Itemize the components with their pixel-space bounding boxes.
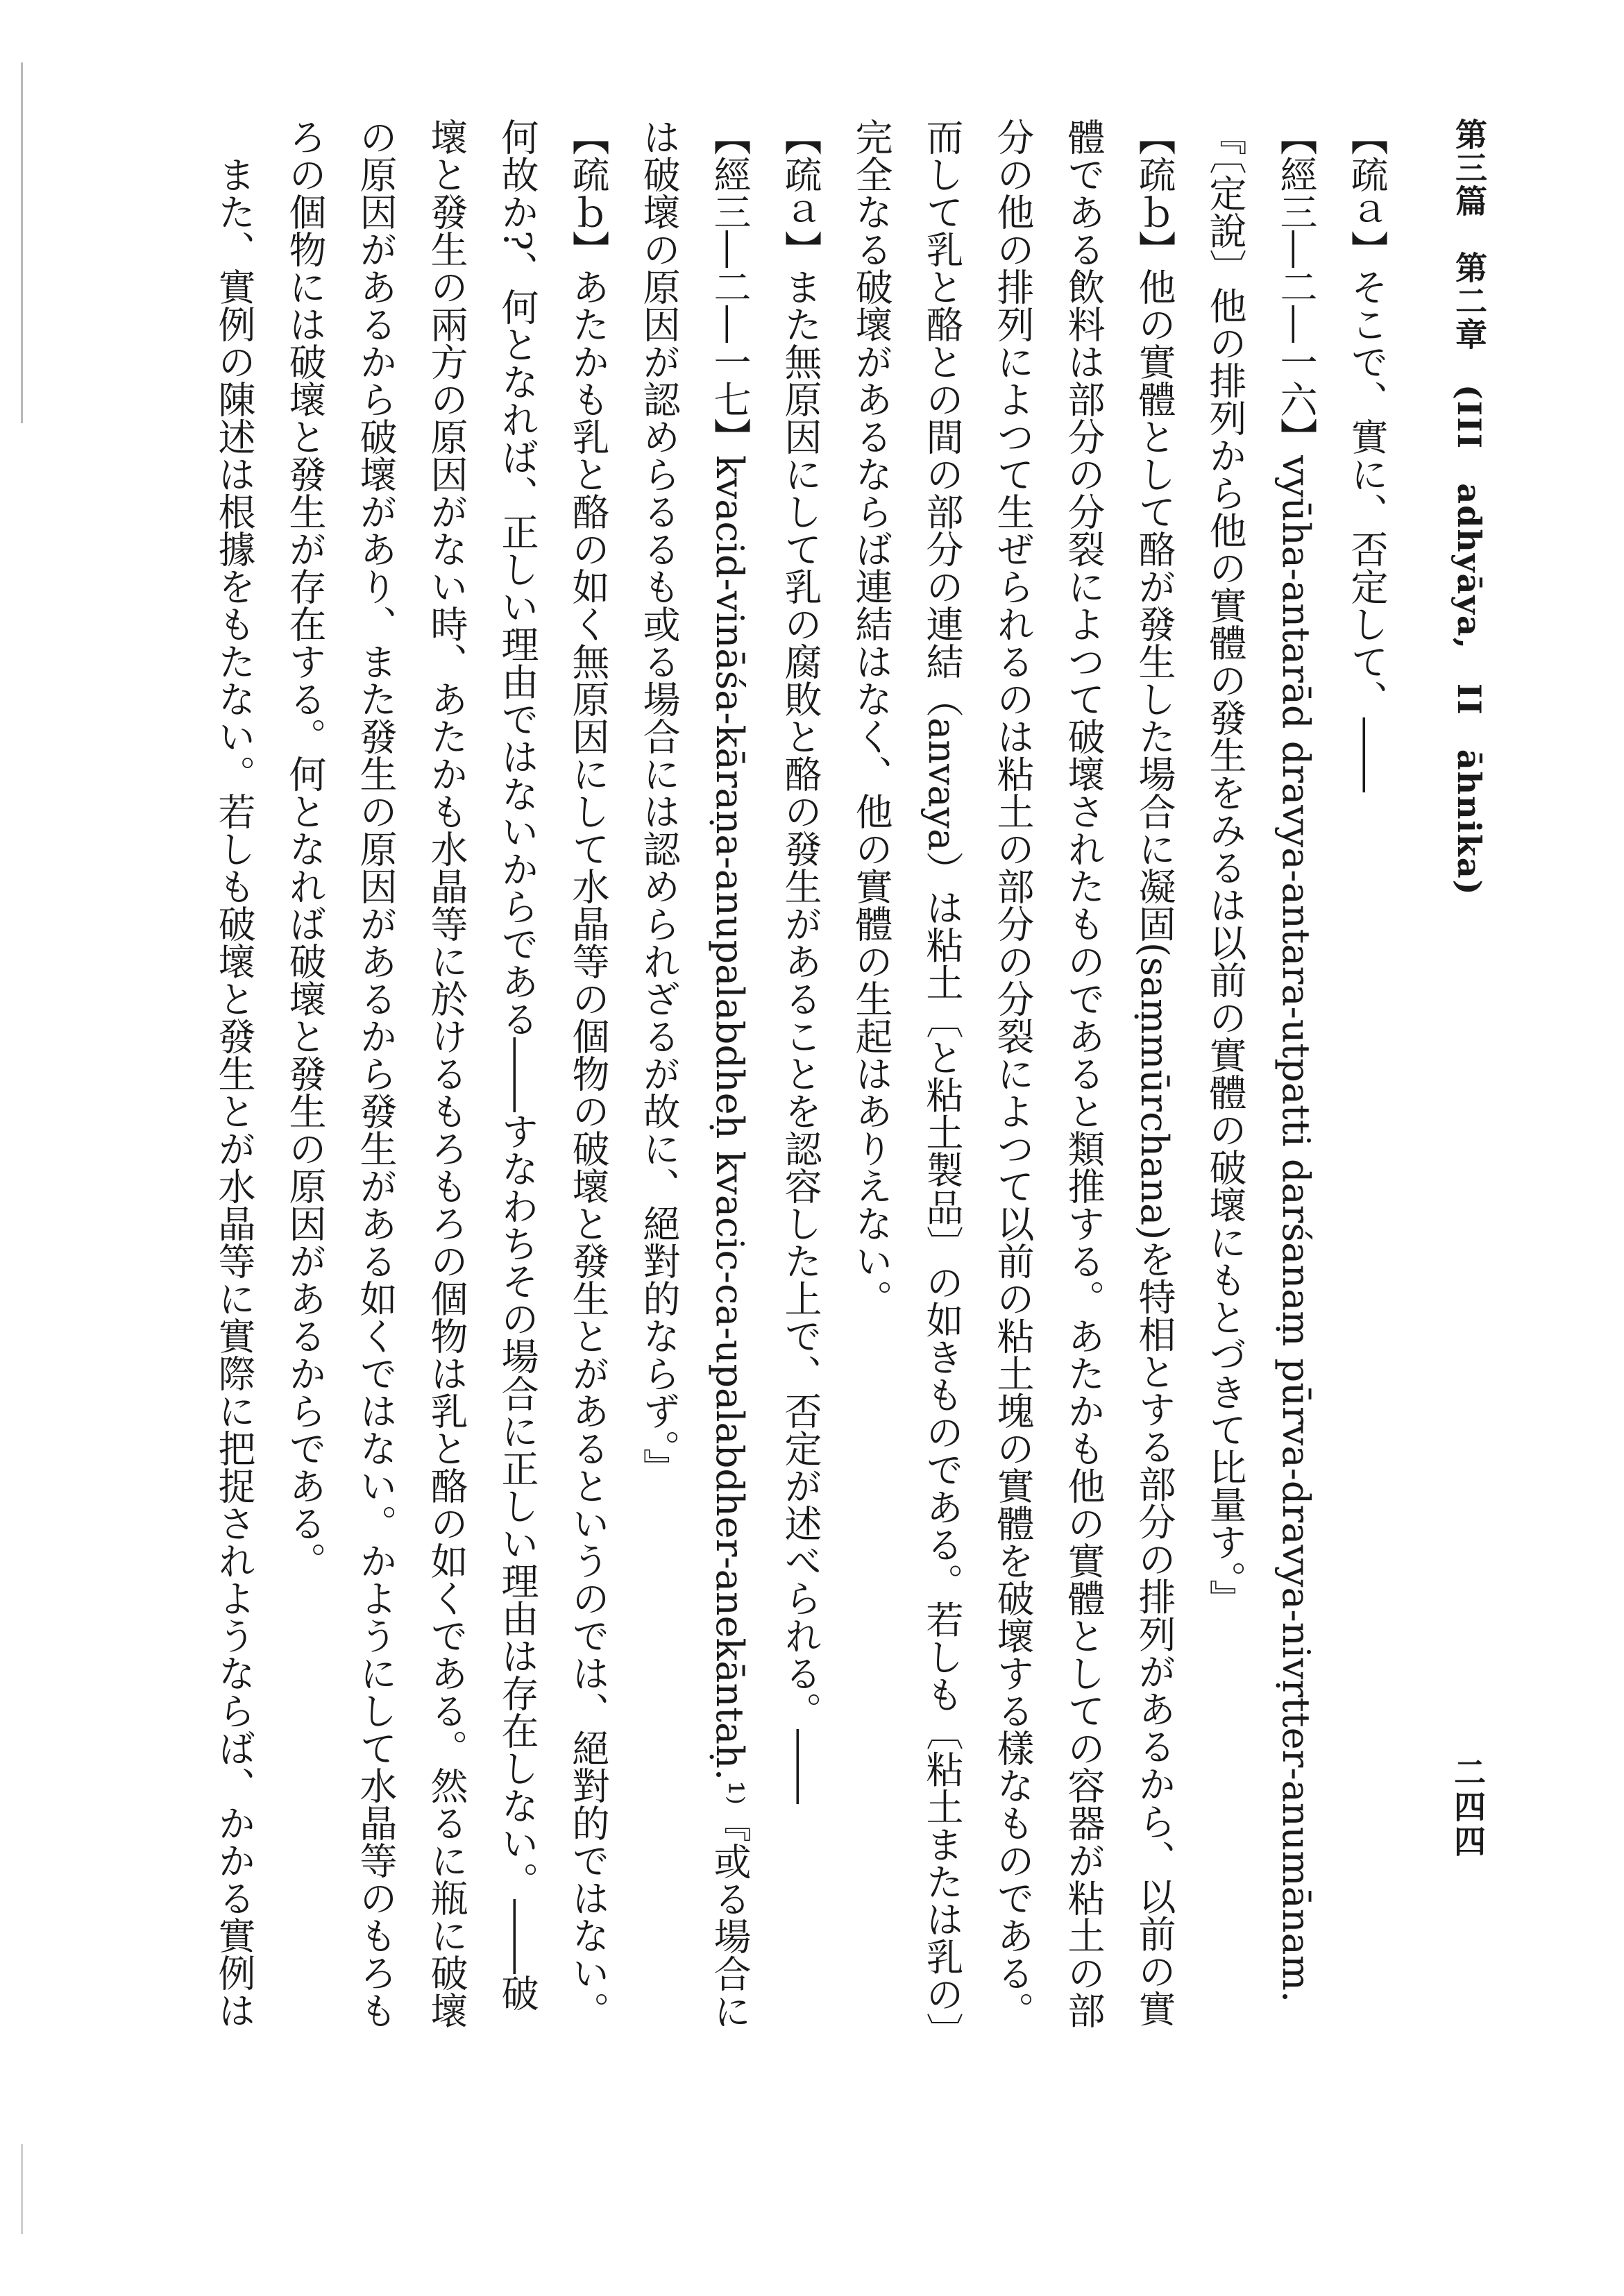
text-line: また、實例の陳述は根據をもたない。若しも破壞と發生とが水晶等に實際に把捉されようならば、かかる實例は — [212, 155, 256, 2029]
text-line: は破壞の原因が認めらるるも或る場合には認められざるが故に、絕對的ならず。』 — [637, 118, 681, 1486]
document-page — [201, 118, 1492, 2193]
scan-edge-mark-lower — [21, 2144, 23, 2234]
text-line: の原因があるから破壞があり、また發生の原因があるから發生がある如くではない。かようにして水晶等のもろも — [354, 118, 398, 2029]
body-text — [201, 118, 1402, 2193]
text-line: 【疏ｂ】あたかも乳と酪の如く無原因にして水晶等の個物の破壞と發生とがあるというのでは、絕對的ではない。 — [566, 118, 610, 2029]
text-line: 【經三―二―一七】kvacid-vināśa-kāraṇa-anupalabdheḥ kvacic-ca-upalabdher-anekāntaḥ.¹⁾『或る場合に — [708, 118, 752, 2030]
scan-edge-mark — [21, 62, 23, 423]
text-line: 【經三―二―一六】vyūha-antarād dravya-antara-utpatti darśanaṃ pūrva-dravya-nivṛtter-anumānam. — [1274, 118, 1318, 2003]
text-line: 體である飲料は部分の分裂によつて破壞されたものであると類推する。あたかも他の實體としての容器が粘土の部 — [1062, 118, 1106, 2029]
running-head: 第三篇 第二章 (III adhyāya, II āhnika) — [1450, 118, 1488, 896]
page-number: 二四四 — [1449, 1755, 1487, 1860]
text-line: 『〔定說〕他の排列から他の實體の發生をみるは以前の實體の破壞にもとづきて比量す。』 — [1203, 118, 1247, 1617]
text-line: 而して乳と酪との間の部分の連結（anvaya）は粘土〔と粘土製品〕の如きものである。若しも〔粘土または乳の〕 — [920, 118, 964, 2050]
text-line: ろの個物には破壞と發生が存在する。何となれば破壞と發生の原因があるからである。 — [283, 118, 327, 1579]
text-line: 【疏ａ】また無原因にして乳の腐敗と酪の發生があることを認容した上で、否定が述べられる。―― — [779, 118, 822, 1804]
text-line: 【疏ｂ】他の實體として酪が發生した場合に凝固(saṃmūrchana)を特相とする部分の排列があるから、以前の實 — [1133, 118, 1176, 2027]
text-line: 壞と發生の兩方の原因がない時、あたかも水晶等に於けるもろもろの個物は乳と酪の如くである。然るに瓶に破壞 — [425, 118, 468, 2029]
text-line: 分の他の排列によつて生ぜられるのは粘土の部分の分裂によつて以前の粘土塊の實體を破壞する樣なものである。 — [991, 118, 1035, 2029]
text-line: 何故か?、何となれば、正しい理由ではないからである――すなわちその場合に正しい理由は存在しない。――破 — [496, 118, 539, 2012]
text-line: 完全なる破壞があるならば連結はなく、他の實體の生起はありえない。 — [849, 118, 893, 1317]
text-line: 【疏ａ】そこで、實に、否定して、―― — [1345, 118, 1389, 792]
